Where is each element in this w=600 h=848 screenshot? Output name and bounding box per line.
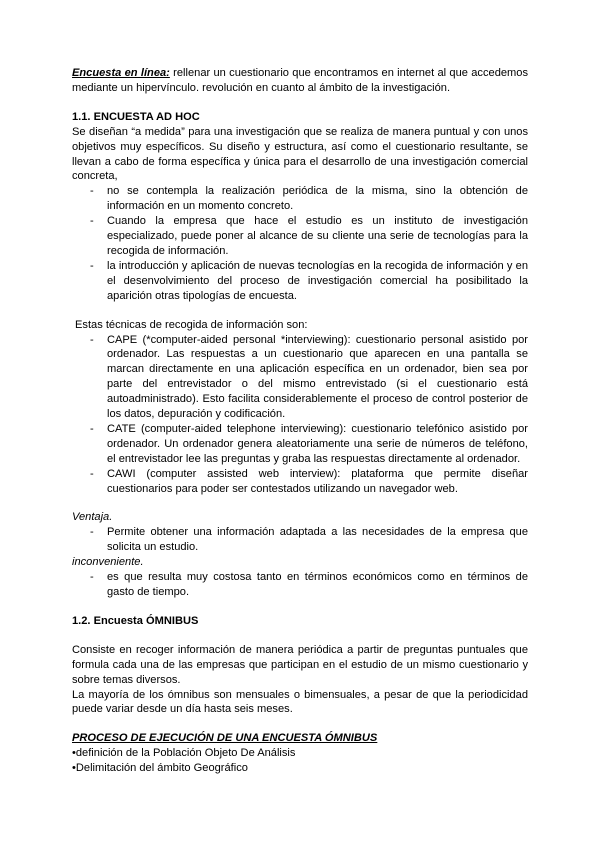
intro-text: rellenar un cuestionario que encontramos en internet al que accedemos mediante un hipervínculo. revolución en cuanto al ámbito de la investigación.: [72, 67, 528, 94]
intro-label: Encuesta en línea:: [72, 67, 170, 79]
technique-cawi: - CAWI (computer assisted web interview): plataforma que permite diseñar cuestionarios para poder ser contestados utilizando un navegador web.: [72, 467, 528, 497]
adhoc-list-item: - Cuando la empresa que hace el estudio es un instituto de investigación especializado, puede poner al alcance de su cliente una serie de tecnologías para la recogida de información.: [72, 214, 528, 259]
adhoc-paragraph: Se diseñan “a medida” para una investigación que se realiza de manera puntual y con unos objetivos muy específicos. Su diseño y estructura, así como el cuestionario resultante, se llevan a cabo de forma específica y única para el desarrollo de una investigación comercial concreta,: [72, 125, 528, 183]
document-page: [72, 66, 528, 776]
process-bullet: •definición de la Población Objeto De Análisis: [72, 747, 296, 760]
omnibus-paragraph-1: Consiste en recoger información de manera periódica a partir de preguntas puntuales que formula cada una de las empresas que participan en el estudio de un mismo cuestionario y sobre temas diversos.: [72, 643, 528, 686]
disadvantage-item: - es que resulta muy costosa tanto en términos económicos como en términos de gasto de tiempo.: [72, 570, 528, 600]
adhoc-list: [72, 184, 528, 303]
disadvantage-label: inconveniente.: [72, 556, 144, 569]
adhoc-list-item: - no se contempla la realización periódica de la misma, sino la obtención de información en un momento concreto.: [72, 184, 528, 214]
omnibus-paragraph-2: La mayoría de los ómnibus son mensuales o bimensuales, a pesar de que la periodicidad puede variar desde un día hasta seis meses.: [72, 688, 528, 716]
process-title: PROCESO DE EJECUCIÓN DE UNA ENCUESTA ÓMNIBUS: [72, 732, 378, 745]
disadvantage-list: [72, 570, 528, 600]
advantage-label: Ventaja.: [72, 511, 113, 524]
techniques-list: [72, 333, 528, 497]
techniques-intro: Estas técnicas de recogida de información son:: [75, 318, 308, 331]
adhoc-list-item: - la introducción y aplicación de nuevas tecnologías en la recogida de información y en el desenvolvimiento del proceso de investigación comercial ha posibilitado la aparición otras tipologías de encuesta.: [72, 259, 528, 304]
process-bullet: •Delimitación del ámbito Geográfico: [72, 762, 248, 775]
intro-paragraph: [72, 66, 528, 96]
advantage-list: [72, 525, 528, 555]
omnibus-heading: 1.2. Encuesta ÓMNIBUS: [72, 614, 199, 627]
adhoc-heading: 1.1. ENCUESTA AD HOC: [72, 110, 200, 123]
technique-cate: - CATE (computer-aided telephone interviewing): cuestionario telefónico asistido por ordenador. Un ordenador genera aleatoriamente una serie de números de teléfono, el entrevistador lee las preguntas y graba las respuestas directamente al ordenador.: [72, 422, 528, 467]
technique-cape: - CAPE (*computer-aided personal *interviewing): cuestionario personal asistido por ordenador. Las respuestas a un cuestionario que aparecen en una pantalla se marcan directamente en una aplicación específica en un ordenador, bien sea por parte del entrevistador o del mismo entrevistado (si el cuestionario está autoadministrado). Esto facilita considerablemente el proceso de control posterior de los datos, depuración y codificación.: [72, 333, 528, 422]
advantage-item: - Permite obtener una información adaptada a las necesidades de la empresa que solicita un estudio.: [72, 525, 528, 555]
